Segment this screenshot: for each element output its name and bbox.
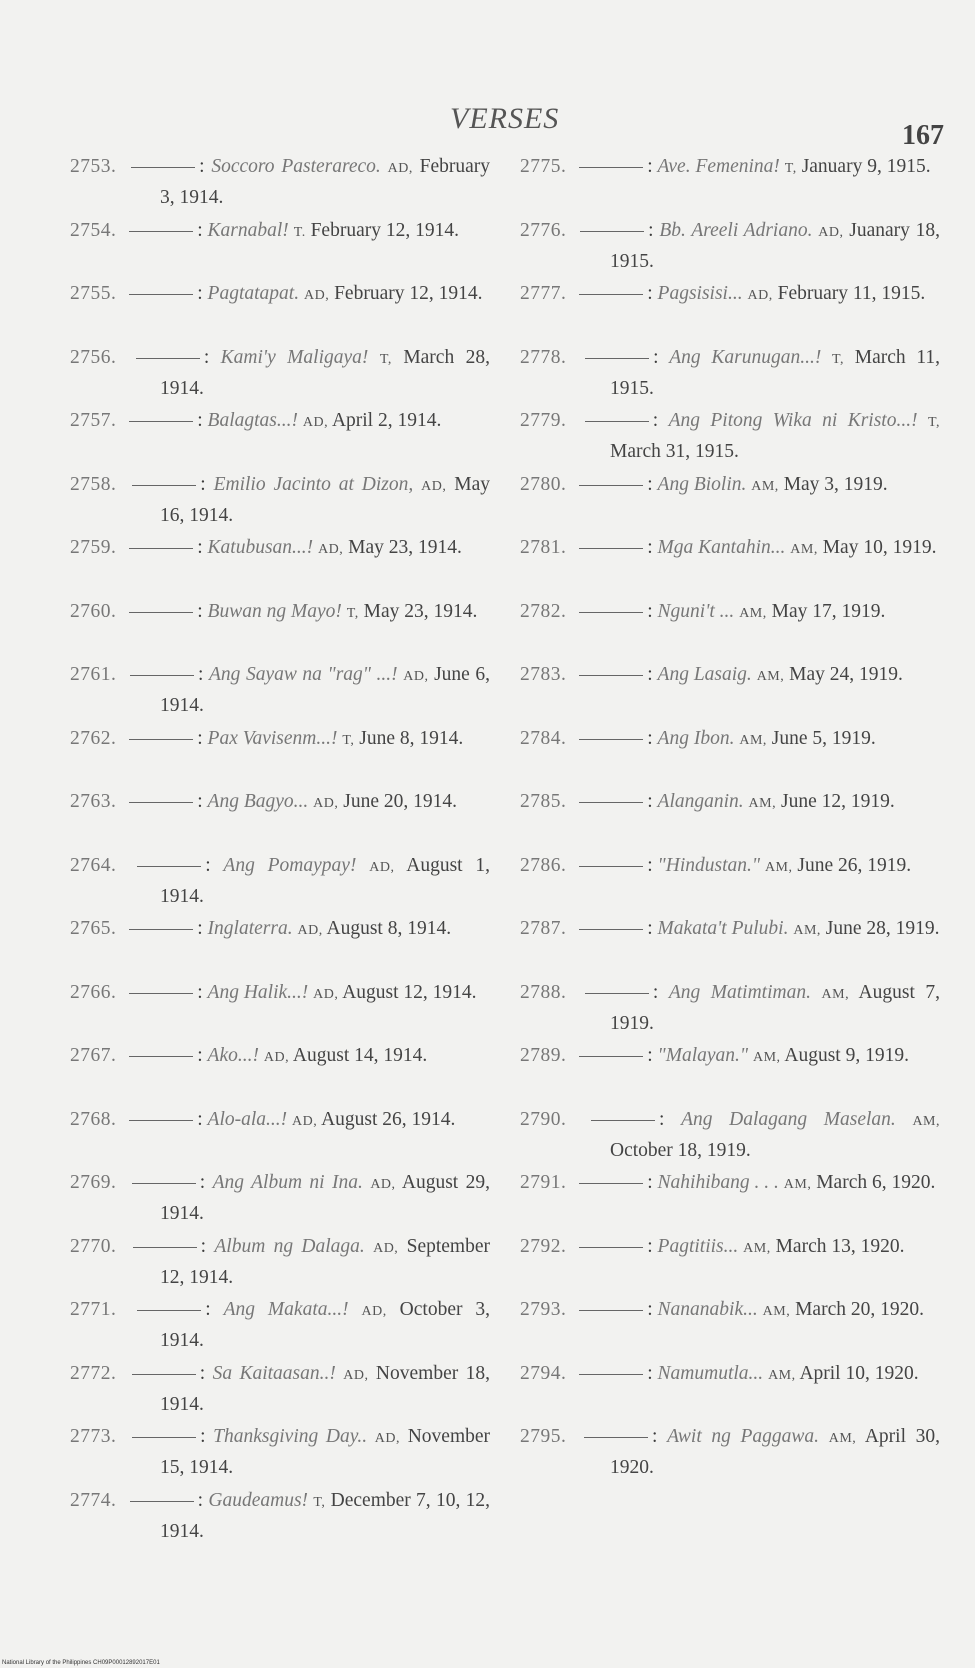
entry-title: Emilio Jacinto at Dizon, xyxy=(213,473,414,495)
ditto-dash xyxy=(137,1310,201,1311)
entry-source: T. xyxy=(293,224,306,240)
running-title: VERSES xyxy=(450,102,560,135)
entry-title: Ang Karunugan...! xyxy=(669,346,822,368)
entry-date: May 17, 1919. xyxy=(771,600,886,622)
entry-source: T, xyxy=(927,415,940,430)
bibliography-entry: 2754. : Karnabal! T. February 12, 1914. xyxy=(70,219,459,241)
entry-date: March 28, 1914. xyxy=(160,346,491,399)
bibliography-entry: 2790. : Ang Dalagang Maselan. AM, October 18, 1919. xyxy=(520,1108,940,1161)
entry-date: June 20, 1914. xyxy=(343,791,458,812)
entry-source: AM, xyxy=(748,796,777,811)
ditto-dash xyxy=(591,1120,655,1121)
bibliography-entry: 2771. : Ang Makata...! AD, October 3, 1914. xyxy=(70,1299,491,1351)
entry-source: AM, xyxy=(753,1050,781,1065)
entry-date: August 1, 1914. xyxy=(160,854,491,907)
entry-number: 2768. xyxy=(70,1108,117,1130)
entry-number: 2795. xyxy=(520,1426,567,1447)
left-column xyxy=(70,152,490,1549)
entry-title: Kami'y Maligaya! xyxy=(220,346,369,368)
bibliography-entry: 2753. : Soccoro Pasterareco. AD, February 3, 1914. xyxy=(70,156,491,208)
entry-title: Pagtatapat. xyxy=(207,283,300,304)
entry-date: April 30, 1920. xyxy=(610,1426,940,1478)
entry-number: 2757. xyxy=(70,410,117,431)
entry-title: Ang Lasaig. xyxy=(657,664,752,685)
entry-number: 2783. xyxy=(520,664,567,685)
ditto-dash xyxy=(129,612,193,613)
ditto-dash xyxy=(579,866,643,867)
ditto-dash xyxy=(130,1501,194,1502)
bibliography-entry: 2764. : Ang Pomaypay! AD, August 1, 1914. xyxy=(70,854,491,907)
entry-title: "Hindustan." xyxy=(657,854,761,876)
entry-date: March 31, 1915. xyxy=(610,441,739,462)
ditto-dash xyxy=(129,739,193,740)
bibliography-entry: 2777. : Pagsisisi... AD, February 11, 1915. xyxy=(520,283,926,304)
bibliography-entry: 2792. : Pagtitiis... AM, March 13, 1920. xyxy=(520,1235,905,1257)
entry-title: Ang Sayaw na "rag" ...! xyxy=(208,664,398,685)
entry-title: Ako...! xyxy=(207,1045,259,1066)
entry-title: Thanksgiving Day.. xyxy=(213,1426,368,1447)
entry-source: AD, xyxy=(318,542,344,557)
entry-number: 2781. xyxy=(520,537,567,558)
entry-date: June 6, 1914. xyxy=(160,664,491,716)
entry-date: June 28, 1919. xyxy=(825,918,940,939)
ditto-dash xyxy=(579,675,643,676)
entry-date: September 12, 1914. xyxy=(160,1235,490,1288)
bibliography-entry: 2770. : Album ng Dalaga. AD, September 12, 1914. xyxy=(70,1235,490,1288)
ditto-dash xyxy=(129,929,193,930)
entry-number: 2788. xyxy=(520,981,567,1003)
entry-number: 2777. xyxy=(520,283,567,304)
ditto-dash xyxy=(132,1374,196,1375)
entry-number: 2770. xyxy=(70,1235,117,1257)
entry-number: 2772. xyxy=(70,1362,117,1384)
ditto-dash xyxy=(579,1056,643,1057)
entry-title: Awit ng Paggawa. xyxy=(667,1426,820,1447)
entry-date: June 5, 1919. xyxy=(771,727,876,749)
bibliography-entry: 2775. : Ave. Femenina! T, January 9, 1915. xyxy=(520,156,931,177)
ditto-dash xyxy=(129,231,193,232)
ditto-dash xyxy=(579,167,643,168)
entry-source: AM, xyxy=(756,669,785,684)
ditto-dash xyxy=(137,866,201,867)
page-header xyxy=(0,102,975,151)
entry-source: AD, xyxy=(313,986,339,1002)
entry-number: 2792. xyxy=(520,1235,567,1257)
entry-number: 2794. xyxy=(520,1362,567,1384)
entry-title: Balagtas...! xyxy=(207,410,299,431)
ditto-dash xyxy=(129,548,193,549)
bibliography-entry: 2794. : Namumutla... AM, April 10, 1920. xyxy=(520,1362,919,1384)
entry-date: August 7, 1919. xyxy=(610,981,941,1034)
entry-source: AD, xyxy=(373,1240,399,1256)
entry-source: AM, xyxy=(762,1304,791,1319)
entry-source: AD, xyxy=(818,224,844,240)
bibliography-entry: 2780. : Ang Biolin. AM, May 3, 1919. xyxy=(520,473,888,495)
entry-number: 2753. xyxy=(70,156,117,177)
bibliography-entry: 2769. : Ang Album ni Ina. AD, August 29, 1914. xyxy=(70,1172,491,1224)
entry-number: 2771. xyxy=(70,1299,117,1320)
entry-source: T, xyxy=(342,732,355,748)
entry-number: 2789. xyxy=(520,1045,567,1066)
entry-source: AD, xyxy=(387,161,413,176)
entry-date: May 23, 1914. xyxy=(363,600,478,622)
bibliography-entry: 2773. : Thanksgiving Day.. AD, November 15, 1914. xyxy=(70,1426,491,1478)
entry-title: Mga Kantahin... xyxy=(657,537,786,558)
entry-number: 2764. xyxy=(70,854,117,876)
entry-source: AD, xyxy=(421,478,447,494)
entry-title: Ang Bagyo... xyxy=(207,791,309,812)
bibliography-entry: 2784. : Ang Ibon. AM, June 5, 1919. xyxy=(520,727,876,749)
entry-number: 2775. xyxy=(520,156,567,177)
right-column xyxy=(520,152,940,1486)
entry-number: 2782. xyxy=(520,600,567,622)
ditto-dash xyxy=(132,1437,196,1438)
entry-source: AM, xyxy=(828,1431,857,1446)
ditto-dash xyxy=(579,929,643,930)
entry-number: 2763. xyxy=(70,791,117,812)
bibliography-entry: 2765. : Inglaterra. AD, August 8, 1914. xyxy=(70,918,452,939)
bibliography-entry: 2782. : Nguni't ... AM, May 17, 1919. xyxy=(520,600,886,622)
entry-number: 2784. xyxy=(520,727,567,749)
entry-date: May 23, 1914. xyxy=(348,537,462,558)
ditto-dash xyxy=(129,993,193,994)
entry-title: Nananabik... xyxy=(657,1299,758,1320)
entry-number: 2755. xyxy=(70,283,117,304)
ditto-dash xyxy=(129,1056,193,1057)
entry-number: 2779. xyxy=(520,410,567,431)
entry-title: Nahihibang . . . xyxy=(657,1172,779,1193)
entry-source: AD, xyxy=(370,1177,396,1192)
ditto-dash xyxy=(129,1120,193,1121)
entry-title: Ang Biolin. xyxy=(657,473,747,495)
entry-source: T, xyxy=(379,351,392,367)
entry-number: 2785. xyxy=(520,791,567,812)
entry-number: 2769. xyxy=(70,1172,117,1193)
ditto-dash xyxy=(585,358,649,359)
entry-source: AD, xyxy=(263,1050,290,1065)
entry-source: AM, xyxy=(743,1240,771,1256)
entry-source: AD, xyxy=(297,923,323,938)
bibliography-entry: 2763. : Ang Bagyo... AD, June 20, 1914. xyxy=(70,791,458,812)
footer-watermark: National Library of the Philippines CH09P00012892017E01 xyxy=(2,1660,160,1666)
bibliography-entry: 2793. : Nananabik... AM, March 20, 1920. xyxy=(520,1299,924,1320)
entry-source: AM, xyxy=(764,859,793,875)
entry-date: October 18, 1919. xyxy=(610,1139,751,1161)
bibliography-entry: 2789. : "Malayan." AM, August 9, 1919. xyxy=(520,1045,909,1066)
entry-date: February 3, 1914. xyxy=(160,156,491,208)
ditto-dash xyxy=(132,485,196,486)
entry-title: Pax Vavisenm...! xyxy=(207,727,338,749)
entry-title: Ang Halik...! xyxy=(207,981,309,1003)
entry-title: Soccoro Pasterareco. xyxy=(211,156,381,177)
bibliography-entry: 2761. : Ang Sayaw na "rag" ...! AD, June 6, 1914. xyxy=(70,664,491,716)
entry-date: May 16, 1914. xyxy=(160,473,491,526)
entry-title: Album ng Dalaga. xyxy=(214,1235,365,1257)
ditto-dash xyxy=(579,1374,643,1375)
ditto-dash xyxy=(584,1437,648,1438)
entry-title: Alo-ala...! xyxy=(207,1108,288,1130)
entry-date: February 11, 1915. xyxy=(777,283,926,304)
ditto-dash xyxy=(131,167,195,168)
entry-number: 2761. xyxy=(70,664,117,685)
entry-title: Makata't Pulubi. xyxy=(657,918,789,939)
ditto-dash xyxy=(132,1183,196,1184)
bibliography-entry: 2781. : Mga Kantahin... AM, May 10, 1919. xyxy=(520,537,937,558)
entry-date: August 9, 1919. xyxy=(784,1045,909,1066)
entry-source: AD, xyxy=(303,288,330,303)
bibliography-entry: 2791. : Nahihibang . . . AM, March 6, 1920. xyxy=(520,1172,936,1193)
entry-date: June 26, 1919. xyxy=(797,854,912,876)
bibliography-entry: 2783. : Ang Lasaig. AM, May 24, 1919. xyxy=(520,664,903,685)
entry-source: AD, xyxy=(403,669,429,684)
entry-number: 2759. xyxy=(70,537,117,558)
entry-source: AD, xyxy=(302,415,329,430)
entry-date: April 10, 1920. xyxy=(799,1362,919,1384)
entry-number: 2786. xyxy=(520,854,567,876)
entry-source: AM, xyxy=(739,605,767,621)
entry-number: 2778. xyxy=(520,346,567,368)
entry-date: December 7, 10, 12, 1914. xyxy=(160,1489,491,1542)
entry-number: 2758. xyxy=(70,473,117,495)
ditto-dash xyxy=(129,802,193,803)
entry-date: May 3, 1919. xyxy=(783,473,888,495)
entry-number: 2774. xyxy=(70,1489,117,1511)
bibliography-entry: 2786. : "Hindustan." AM, June 26, 1919. xyxy=(520,854,912,876)
ditto-dash xyxy=(579,739,643,740)
ditto-dash xyxy=(585,421,649,422)
bibliography-entry: 2759. : Katubusan...! AD, May 23, 1914. xyxy=(70,537,462,558)
entry-date: March 6, 1920. xyxy=(816,1172,936,1193)
ditto-dash xyxy=(129,421,193,422)
entry-title: Katubusan...! xyxy=(207,537,314,558)
entry-source: AD, xyxy=(369,859,395,875)
entry-source: T, xyxy=(346,605,359,621)
ditto-dash xyxy=(579,294,643,295)
entry-number: 2765. xyxy=(70,918,117,939)
ditto-dash xyxy=(579,612,643,613)
entry-number: 2790. xyxy=(520,1108,567,1130)
entry-source: T, xyxy=(832,351,845,367)
bibliography-entry: 2758. : Emilio Jacinto at Dizon, AD, May 16, 1914. xyxy=(70,473,491,526)
entry-source: AM, xyxy=(739,732,767,748)
entry-source: AM, xyxy=(768,1367,796,1383)
entry-source: AM, xyxy=(783,1177,812,1192)
entry-title: Alanganin. xyxy=(657,791,744,812)
entry-title: Karnabal! xyxy=(207,219,289,241)
entry-title: Namumutla... xyxy=(657,1362,764,1384)
bibliography-entry: 2788. : Ang Matimtiman. AM, August 7, 1919. xyxy=(520,981,941,1034)
entry-title: Ang Makata...! xyxy=(223,1299,349,1320)
ditto-dash xyxy=(580,231,644,232)
bibliography-entry: 2772. : Sa Kaitaasan..! AD, November 18, 1914. xyxy=(70,1362,490,1415)
bibliography-entry: 2757. : Balagtas...! AD, April 2, 1914. xyxy=(70,410,442,431)
entry-title: Ang Pitong Wika ni Kristo...! xyxy=(668,410,918,431)
bibliography-entry: 2755. : Pagtatapat. AD, February 12, 1914. xyxy=(70,283,483,304)
entry-date: Juanary 18, 1915. xyxy=(610,219,941,272)
entry-date: June 12, 1919. xyxy=(780,791,895,812)
page-number: 167 xyxy=(902,120,944,151)
ditto-dash xyxy=(579,802,643,803)
ditto-dash xyxy=(579,1247,643,1248)
entry-date: May 24, 1919. xyxy=(789,664,903,685)
entry-date: January 9, 1915. xyxy=(801,156,931,177)
entry-date: March 13, 1920. xyxy=(775,1235,905,1257)
bibliography-entry: 2779. : Ang Pitong Wika ni Kristo...! T, March 31, 1915. xyxy=(520,410,940,462)
entry-title: Pagtitiis... xyxy=(657,1235,739,1257)
bibliography-entry: 2760. : Buwan ng Mayo! T, May 23, 1914. xyxy=(70,600,478,622)
entry-number: 2780. xyxy=(520,473,567,495)
entry-number: 2776. xyxy=(520,219,567,241)
bibliography-entry: 2795. : Awit ng Paggawa. AM, April 30, 1920. xyxy=(520,1426,940,1478)
entry-title: "Malayan." xyxy=(657,1045,749,1066)
entry-date: November 15, 1914. xyxy=(160,1426,491,1478)
entry-title: Ang Pomaypay! xyxy=(223,854,357,876)
entry-source: AM, xyxy=(793,923,821,938)
entry-title: Pagsisisi... xyxy=(657,283,743,304)
entry-title: Bb. Areeli Adriano. xyxy=(659,219,813,241)
entry-source: AM, xyxy=(912,1113,940,1129)
entry-date: March 11, 1915. xyxy=(610,346,941,399)
entry-date: August 14, 1914. xyxy=(292,1045,428,1066)
entry-number: 2766. xyxy=(70,981,117,1003)
ditto-dash xyxy=(585,993,649,994)
entry-title: Sa Kaitaasan..! xyxy=(212,1362,336,1384)
entry-date: August 29, 1914. xyxy=(160,1172,491,1224)
bibliography-entry: 2766. : Ang Halik...! AD, August 12, 1914. xyxy=(70,981,477,1003)
entry-number: 2773. xyxy=(70,1426,117,1447)
entry-number: 2754. xyxy=(70,219,117,241)
ditto-dash xyxy=(129,294,193,295)
entry-date: February 12, 1914. xyxy=(310,219,459,241)
entry-source: AD, xyxy=(374,1431,401,1446)
entry-title: Ang Dalagang Maselan. xyxy=(681,1108,896,1130)
entry-number: 2762. xyxy=(70,727,117,749)
entry-date: April 2, 1914. xyxy=(331,410,442,431)
entry-source: AD, xyxy=(343,1367,369,1383)
bibliography-entry: 2776. : Bb. Areeli Adriano. AD, Juanary 18, 1915. xyxy=(520,219,941,272)
entry-number: 2791. xyxy=(520,1172,567,1193)
entry-source: AD, xyxy=(361,1304,387,1319)
entry-date: June 8, 1914. xyxy=(359,727,464,749)
entry-date: August 8, 1914. xyxy=(326,918,452,939)
entry-number: 2793. xyxy=(520,1299,567,1320)
entry-source: AM, xyxy=(790,542,818,557)
entry-source: AM, xyxy=(751,478,779,494)
entry-title: Buwan ng Mayo! xyxy=(207,600,342,622)
entry-date: February 12, 1914. xyxy=(334,283,483,304)
ditto-dash xyxy=(130,675,194,676)
entry-date: March 20, 1920. xyxy=(795,1299,924,1320)
entry-title: Ang Ibon. xyxy=(657,727,735,749)
entry-date: August 12, 1914. xyxy=(342,981,477,1003)
entry-source: T, xyxy=(313,1494,326,1510)
entry-source: AD, xyxy=(747,288,773,303)
bibliography-entry: 2756. : Kami'y Maligaya! T, March 28, 1914. xyxy=(70,346,491,399)
bibliography-entry: 2778. : Ang Karunugan...! T, March 11, 1915. xyxy=(520,346,941,399)
entry-number: 2756. xyxy=(70,346,117,368)
entry-source: T, xyxy=(784,161,797,176)
ditto-dash xyxy=(579,485,643,486)
bibliography-entry: 2785. : Alanganin. AM, June 12, 1919. xyxy=(520,791,895,812)
ditto-dash xyxy=(133,1247,197,1248)
entry-title: Inglaterra. xyxy=(207,918,293,939)
ditto-dash xyxy=(136,358,200,359)
entry-source: AD, xyxy=(292,1113,318,1129)
entry-date: November 18, 1914. xyxy=(160,1362,490,1415)
ditto-dash xyxy=(579,1310,643,1311)
bibliography-entry: 2768. : Alo-ala...! AD, August 26, 1914. xyxy=(70,1108,456,1130)
entry-title: Ang Matimtiman. xyxy=(668,981,811,1003)
bibliography-entry: 2762. : Pax Vavisenm...! T, June 8, 1914. xyxy=(70,727,464,749)
entry-title: Gaudeamus! xyxy=(208,1489,309,1511)
entry-source: AD, xyxy=(313,796,339,811)
entry-date: October 3, 1914. xyxy=(160,1299,491,1351)
entry-date: August 26, 1914. xyxy=(321,1108,456,1130)
ditto-dash xyxy=(579,548,643,549)
bibliography-entry: 2774. : Gaudeamus! T, December 7, 10, 12, 1914. xyxy=(70,1489,491,1542)
bibliography-entry: 2787. : Makata't Pulubi. AM, June 28, 1919. xyxy=(520,918,940,939)
entry-title: Ang Album ni Ina. xyxy=(212,1172,363,1193)
entry-number: 2767. xyxy=(70,1045,117,1066)
bibliography-entry: 2767. : Ako...! AD, August 14, 1914. xyxy=(70,1045,428,1066)
ditto-dash xyxy=(579,1183,643,1184)
entry-number: 2760. xyxy=(70,600,117,622)
entry-source: AM, xyxy=(821,986,850,1002)
entry-title: Nguni't ... xyxy=(657,600,735,622)
entry-title: Ave. Femenina! xyxy=(657,156,780,177)
entry-number: 2787. xyxy=(520,918,567,939)
entry-date: May 10, 1919. xyxy=(822,537,937,558)
